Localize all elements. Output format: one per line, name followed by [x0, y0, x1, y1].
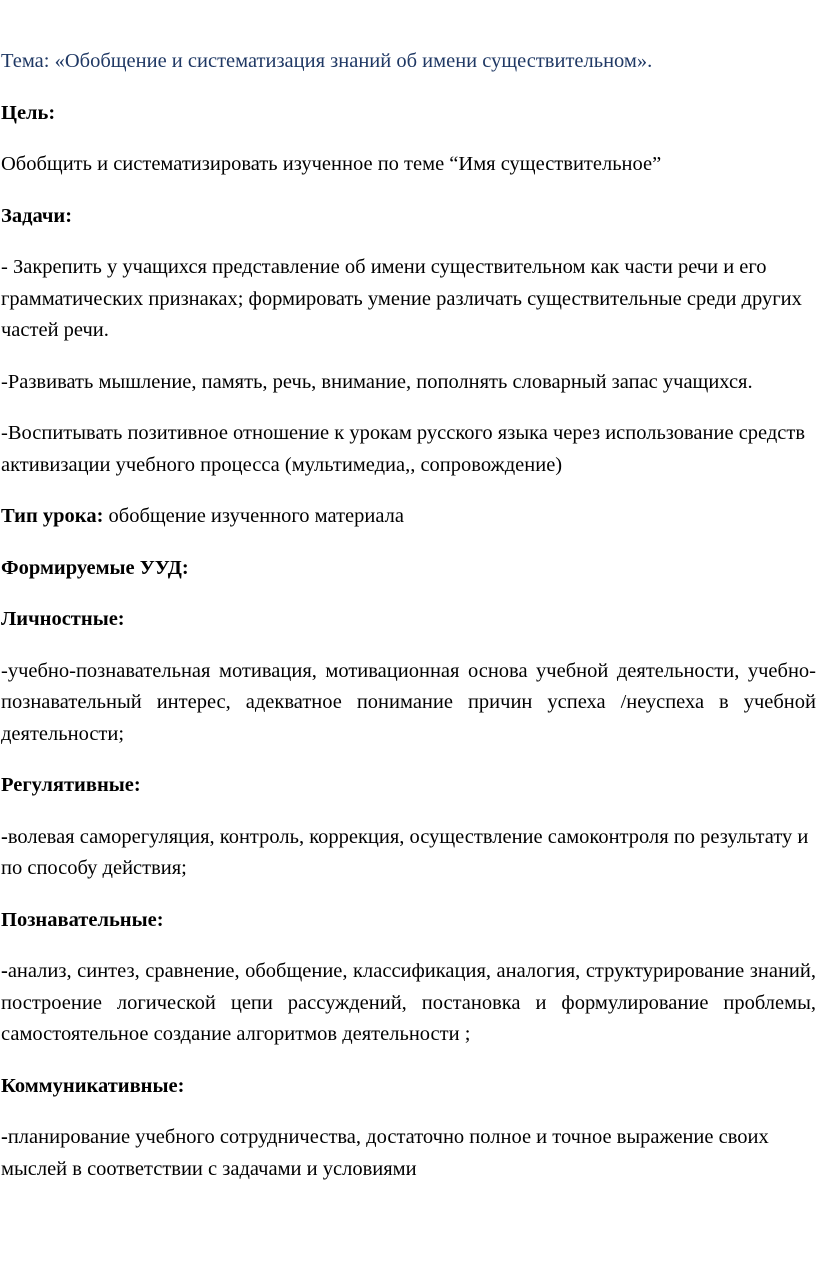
regulatory-text-body: волевая саморегуляция, контроль, коррекция, осуществление самоконтроля по результату и по способу действия;	[1, 825, 809, 879]
regulatory-text	[1, 822, 816, 885]
communicative-text	[1, 1122, 816, 1185]
uud-heading: Формируемые УУД:	[1, 556, 189, 579]
communicative-dash: -	[1, 1126, 8, 1148]
lesson-type	[1, 501, 816, 533]
tasks-heading: Задачи:	[1, 204, 73, 227]
cognitive-text-body: анализ, синтез, сравнение, обобщение, классификация, аналогия, структурирование знаний, построение логической цепи рассуждений, постановка и формулирование проблемы, самостоятельное создание алгоритмов деятельности ;	[1, 960, 816, 1045]
regulatory-heading: Регулятивные:	[1, 774, 141, 796]
lesson-type-value: обобщение изученного материала	[103, 505, 404, 527]
regulatory-dash: -	[1, 825, 8, 848]
task-item-2: -Развивать мышление, память, речь, внимание, пополнять словарный запас учащихся.	[1, 370, 753, 393]
lesson-type-label: Тип урока:	[1, 505, 104, 527]
goal-heading: Цель:	[1, 101, 56, 124]
cognitive-dash: -	[1, 960, 8, 982]
task-item-1: - Закрепить у учащихся представление об имени существительном как части речи и его грамматических признаках; формировать умение различать существительные среди других частей речи.	[1, 256, 802, 341]
personal-text: -учебно-познавательная мотивация, мотивационная основа учебной деятельности, учебно-познавательный интерес, адекватное понимание причин успеха /неуспеха в учебной деятельности;	[1, 659, 816, 745]
personal-heading: Личностные:	[1, 608, 125, 630]
cognitive-text	[1, 956, 816, 1051]
task-item-3: -Воспитывать позитивное отношение к урокам русского языка через использование средств активизации учебного процесса (мультимедиа,, сопровождение)	[1, 422, 806, 476]
cognitive-heading: Познавательные:	[1, 908, 164, 931]
communicative-heading: Коммуникативные:	[1, 1074, 185, 1097]
lesson-topic: Тема: «Обобщение и систематизация знаний об имени существительном».	[1, 50, 653, 72]
communicative-text-body: планирование учебного сотрудничества, достаточно полное и точное выражение своих мыслей в соответствии с задачами и условиями	[1, 1126, 769, 1180]
goal-text: Обобщить и систематизировать изученное по теме “Имя существительное”	[1, 153, 662, 175]
